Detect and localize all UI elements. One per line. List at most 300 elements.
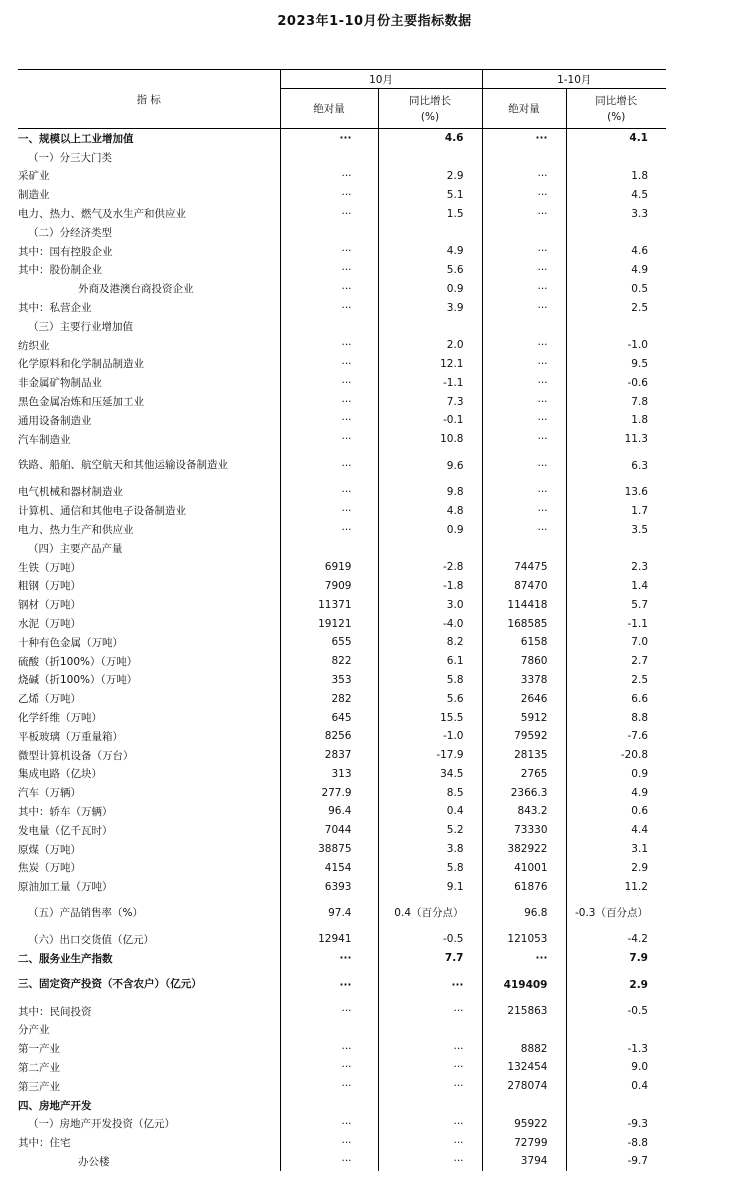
row-indicator-name: 平板玻璃（万重量箱） [18, 730, 123, 743]
row-month-abs: 96.4 [280, 802, 378, 821]
row-month-yoy [378, 539, 482, 558]
row-month-yoy: ··· [378, 1039, 482, 1058]
row-month-abs: ··· [280, 336, 378, 355]
row-ytd-yoy: 3.3 [566, 204, 666, 223]
row-ytd-abs: ··· [482, 167, 566, 186]
row-month-yoy [378, 1020, 482, 1039]
row-ytd-abs: ··· [482, 261, 566, 280]
row-month-yoy: 5.8 [378, 671, 482, 690]
row-ytd-yoy: 0.6 [566, 802, 666, 821]
row-month-abs: ··· [280, 1133, 378, 1152]
row-month-yoy: 0.4 [378, 802, 482, 821]
row-ytd-yoy: 7.9 [566, 949, 666, 968]
row-ytd-yoy: 4.6 [566, 242, 666, 261]
row-month-abs: ··· [280, 242, 378, 261]
row-ytd-yoy [566, 148, 666, 167]
row-ytd-abs: ··· [482, 411, 566, 430]
table-row [18, 558, 666, 577]
header-month-yoy [378, 89, 482, 129]
row-ytd-yoy: 4.1 [566, 129, 666, 148]
row-ytd-yoy [566, 539, 666, 558]
header-month-group: 10月 [280, 70, 482, 89]
row-indicator-name: 其中：轿车（万辆） [18, 805, 113, 818]
row-ytd-yoy: 5.7 [566, 595, 666, 614]
table-row [18, 520, 666, 539]
row-month-yoy: -1.1 [378, 373, 482, 392]
row-month-abs [280, 539, 378, 558]
table-row [18, 1020, 666, 1039]
row-ytd-abs: ··· [482, 336, 566, 355]
row-ytd-yoy: -1.1 [566, 614, 666, 633]
row-indicator-name: 汽车制造业 [18, 433, 71, 446]
row-ytd-abs: 121053 [482, 930, 566, 949]
table-row [18, 783, 666, 802]
row-ytd-abs: 7860 [482, 652, 566, 671]
row-indicator-name: 钢材（万吨） [18, 599, 81, 612]
header-month-yoy-label: 同比增长 [409, 94, 451, 107]
row-ytd-yoy: 2.9 [566, 858, 666, 877]
row-month-abs [280, 1096, 378, 1115]
row-month-yoy: 0.9 [378, 279, 482, 298]
table-row [18, 336, 666, 355]
header-ytd-yoy [566, 89, 666, 129]
row-ytd-yoy: -7.6 [566, 727, 666, 746]
row-indicator-name: 原煤（万吨） [18, 843, 81, 856]
row-ytd-yoy: 2.5 [566, 671, 666, 690]
header-indicator: 指 标 [18, 70, 280, 129]
row-month-abs: ··· [280, 501, 378, 520]
table-row [18, 185, 666, 204]
row-ytd-yoy [566, 223, 666, 242]
table-row [18, 1039, 666, 1058]
row-month-abs: ··· [280, 1077, 378, 1096]
row-ytd-yoy: -9.3 [566, 1114, 666, 1133]
row-ytd-yoy: 7.8 [566, 392, 666, 411]
row-ytd-abs: 74475 [482, 558, 566, 577]
row-ytd-yoy [566, 1096, 666, 1115]
row-ytd-yoy: 1.8 [566, 411, 666, 430]
table-row [18, 765, 666, 784]
row-ytd-yoy: 6.3 [566, 449, 666, 483]
row-month-yoy: 34.5 [378, 765, 482, 784]
row-month-yoy: 0.4（百分点） [378, 896, 482, 930]
row-ytd-abs: 419409 [482, 968, 566, 1002]
row-indicator-name: 计算机、通信和其他电子设备制造业 [18, 505, 186, 518]
row-month-abs: ··· [280, 185, 378, 204]
row-indicator-name: 集成电路（亿块） [18, 768, 102, 781]
row-indicator-name: （六）出口交货值（亿元） [28, 933, 154, 946]
row-month-yoy: 8.2 [378, 633, 482, 652]
row-month-abs: ··· [280, 373, 378, 392]
row-indicator-name: （五）产品销售率（%） [28, 906, 143, 919]
row-month-yoy: 4.6 [378, 129, 482, 148]
table-row [18, 223, 666, 242]
table-header [18, 70, 666, 129]
row-month-yoy: 8.5 [378, 783, 482, 802]
row-month-abs: ··· [280, 129, 378, 148]
table-row [18, 430, 666, 449]
row-month-yoy: ··· [378, 1133, 482, 1152]
row-indicator-name: 其中：私营企业 [18, 302, 92, 315]
row-month-abs: 645 [280, 708, 378, 727]
row-ytd-abs: ··· [482, 520, 566, 539]
table-row [18, 689, 666, 708]
row-month-abs: ··· [280, 298, 378, 317]
row-ytd-abs: 3378 [482, 671, 566, 690]
table-row [18, 373, 666, 392]
row-month-abs: 353 [280, 671, 378, 690]
row-indicator-name: 第三产业 [18, 1080, 60, 1093]
row-ytd-abs: 132454 [482, 1058, 566, 1077]
table-row [18, 708, 666, 727]
row-ytd-yoy: 2.9 [566, 968, 666, 1002]
row-ytd-abs: 6158 [482, 633, 566, 652]
row-ytd-yoy: 2.7 [566, 652, 666, 671]
header-ytd-abs-label: 绝对量 [508, 103, 540, 115]
row-month-abs: 11371 [280, 595, 378, 614]
row-indicator-name: 黑色金属冶炼和压延加工业 [18, 396, 144, 409]
table-row [18, 261, 666, 280]
table-row [18, 595, 666, 614]
row-ytd-yoy: 11.2 [566, 877, 666, 896]
row-month-yoy: ··· [378, 1114, 482, 1133]
row-month-yoy: 5.1 [378, 185, 482, 204]
row-month-yoy: 12.1 [378, 355, 482, 374]
row-ytd-abs: 61876 [482, 877, 566, 896]
row-ytd-yoy: 1.4 [566, 577, 666, 596]
row-ytd-abs: 278074 [482, 1077, 566, 1096]
row-indicator-name: 其中：股份制企业 [18, 264, 102, 277]
row-month-abs: ··· [280, 520, 378, 539]
row-month-abs: 4154 [280, 858, 378, 877]
row-ytd-yoy: 0.9 [566, 765, 666, 784]
row-ytd-yoy: 4.9 [566, 783, 666, 802]
row-ytd-yoy: 9.5 [566, 355, 666, 374]
row-ytd-yoy: 8.8 [566, 708, 666, 727]
table-row [18, 148, 666, 167]
row-month-yoy: ··· [378, 968, 482, 1002]
row-indicator-name: 纺织业 [18, 339, 50, 352]
row-ytd-abs: 382922 [482, 840, 566, 859]
table-row [18, 1152, 666, 1171]
row-indicator-name: 二、服务业生产指数 [18, 952, 113, 965]
row-ytd-abs: ··· [482, 185, 566, 204]
row-month-abs: ··· [280, 1002, 378, 1021]
row-ytd-abs: ··· [482, 242, 566, 261]
row-ytd-abs [482, 1020, 566, 1039]
row-ytd-abs: 87470 [482, 577, 566, 596]
row-month-abs: ··· [280, 1058, 378, 1077]
table-row [18, 746, 666, 765]
table-row [18, 298, 666, 317]
header-ytd-abs [482, 89, 566, 129]
row-indicator-name: 电力、热力生产和供应业 [18, 524, 134, 537]
row-indicator-name: 硫酸（折100%）（万吨） [18, 655, 138, 668]
row-ytd-abs: 2765 [482, 765, 566, 784]
row-month-yoy: 5.2 [378, 821, 482, 840]
row-indicator-name: 第一产业 [18, 1043, 60, 1056]
row-month-abs: 282 [280, 689, 378, 708]
row-month-yoy [378, 223, 482, 242]
row-ytd-abs: ··· [482, 949, 566, 968]
row-indicator-name: 采矿业 [18, 170, 50, 183]
row-ytd-abs: 96.8 [482, 896, 566, 930]
row-month-yoy: -2.8 [378, 558, 482, 577]
row-month-yoy: 5.6 [378, 261, 482, 280]
row-month-abs: ··· [280, 1039, 378, 1058]
table-row [18, 877, 666, 896]
row-indicator-name: 化学纤维（万吨） [18, 712, 102, 724]
row-indicator-name: 烧碱（折100%）（万吨） [18, 674, 138, 687]
header-ytd-yoy-label: 同比增长 [595, 94, 638, 107]
table-row [18, 727, 666, 746]
row-indicator-name: 一、规模以上工业增加值 [18, 132, 134, 145]
row-ytd-yoy: 0.4 [566, 1077, 666, 1096]
row-month-abs: 7044 [280, 821, 378, 840]
row-month-abs: ··· [280, 411, 378, 430]
row-indicator-name: 电力、热力、燃气及水生产和供应业 [18, 208, 186, 221]
row-indicator-name: 生铁（万吨） [18, 561, 81, 574]
row-ytd-abs: 41001 [482, 858, 566, 877]
table-row [18, 896, 666, 930]
row-indicator-name: 发电量（亿千瓦时） [18, 824, 113, 837]
row-ytd-abs: ··· [482, 392, 566, 411]
row-month-yoy: -4.0 [378, 614, 482, 633]
table-row [18, 949, 666, 968]
row-ytd-abs: 215863 [482, 1002, 566, 1021]
row-ytd-abs: ··· [482, 501, 566, 520]
row-month-yoy: ··· [378, 1077, 482, 1096]
row-month-yoy: 15.5 [378, 708, 482, 727]
row-indicator-name: 分产业 [18, 1024, 50, 1037]
row-month-yoy: 0.9 [378, 520, 482, 539]
row-ytd-yoy: -20.8 [566, 746, 666, 765]
page-title: 2023年1-10月份主要指标数据 [277, 14, 472, 29]
table-row [18, 355, 666, 374]
row-ytd-abs: 2646 [482, 689, 566, 708]
row-ytd-yoy: 1.8 [566, 167, 666, 186]
row-month-yoy: -0.5 [378, 930, 482, 949]
table-row [18, 392, 666, 411]
table-row [18, 858, 666, 877]
row-ytd-abs: ··· [482, 373, 566, 392]
indicator-table [18, 69, 666, 1171]
row-ytd-yoy: 6.6 [566, 689, 666, 708]
row-ytd-yoy: 3.1 [566, 840, 666, 859]
row-ytd-yoy: -9.7 [566, 1152, 666, 1171]
row-indicator-name: 非金属矿物制品业 [18, 377, 102, 390]
table-row [18, 633, 666, 652]
row-month-yoy: 4.9 [378, 242, 482, 261]
row-ytd-abs: 79592 [482, 727, 566, 746]
row-month-yoy: 1.5 [378, 204, 482, 223]
table-row [18, 930, 666, 949]
header-ytd-yoy-unit: (%) [607, 110, 626, 123]
row-month-yoy: -1.8 [378, 577, 482, 596]
table-row [18, 167, 666, 186]
row-month-abs: ··· [280, 483, 378, 502]
row-ytd-abs: 3794 [482, 1152, 566, 1171]
row-month-yoy: -0.1 [378, 411, 482, 430]
row-month-yoy: 5.6 [378, 689, 482, 708]
row-month-abs: ··· [280, 279, 378, 298]
table-row [18, 501, 666, 520]
row-indicator-name: 微型计算机设备（万台） [18, 749, 134, 762]
row-indicator-name: （三）主要行业增加值 [28, 320, 133, 333]
row-indicator-name: 水泥（万吨） [18, 618, 81, 631]
row-ytd-abs: 28135 [482, 746, 566, 765]
row-month-abs [280, 317, 378, 336]
row-month-yoy: -1.0 [378, 727, 482, 746]
row-ytd-yoy: 4.9 [566, 261, 666, 280]
header-month-abs [280, 89, 378, 129]
table-row [18, 242, 666, 261]
header-month-yoy-unit: (%) [420, 110, 440, 123]
row-ytd-abs: 8882 [482, 1039, 566, 1058]
row-indicator-name: 其中：国有控股企业 [18, 245, 113, 258]
row-ytd-abs [482, 1096, 566, 1115]
row-ytd-yoy: 2.3 [566, 558, 666, 577]
row-month-yoy [378, 317, 482, 336]
row-indicator-name: （二）分经济类型 [28, 226, 112, 239]
row-month-yoy: 9.8 [378, 483, 482, 502]
row-indicator-name: 汽车（万辆） [18, 787, 81, 800]
row-month-abs: 822 [280, 652, 378, 671]
row-ytd-yoy: 0.5 [566, 279, 666, 298]
table-row [18, 483, 666, 502]
row-month-abs: 19121 [280, 614, 378, 633]
row-indicator-name: 其中：民间投资 [18, 1005, 92, 1018]
row-month-abs: ··· [280, 968, 378, 1002]
table-row [18, 129, 666, 148]
table-row [18, 1114, 666, 1133]
row-month-abs: ··· [280, 392, 378, 411]
row-indicator-name: 其中：住宅 [18, 1137, 71, 1150]
row-month-abs [280, 148, 378, 167]
row-month-yoy: 3.0 [378, 595, 482, 614]
row-month-abs [280, 1020, 378, 1039]
row-ytd-yoy: -0.6 [566, 373, 666, 392]
row-month-yoy: ··· [378, 1152, 482, 1171]
row-month-abs: ··· [280, 449, 378, 483]
row-ytd-abs: ··· [482, 129, 566, 148]
table-row [18, 1058, 666, 1077]
row-indicator-name: 电气机械和器材制造业 [18, 486, 123, 499]
table-row [18, 614, 666, 633]
row-ytd-abs [482, 223, 566, 242]
row-ytd-yoy: 4.4 [566, 821, 666, 840]
row-month-abs: ··· [280, 167, 378, 186]
table-row [18, 449, 666, 483]
row-ytd-abs [482, 539, 566, 558]
row-month-yoy: 9.1 [378, 877, 482, 896]
row-ytd-abs: ··· [482, 430, 566, 449]
row-indicator-name: 十种有色金属（万吨） [18, 636, 123, 649]
row-month-abs: 655 [280, 633, 378, 652]
row-month-abs: ··· [280, 949, 378, 968]
table-row [18, 821, 666, 840]
row-month-yoy: 3.9 [378, 298, 482, 317]
row-ytd-yoy: -8.8 [566, 1133, 666, 1152]
row-ytd-abs: ··· [482, 483, 566, 502]
row-month-abs: 97.4 [280, 896, 378, 930]
table-row [18, 802, 666, 821]
table-row [18, 1002, 666, 1021]
row-month-yoy: 4.8 [378, 501, 482, 520]
row-month-yoy: 2.9 [378, 167, 482, 186]
row-indicator-name: 粗钢（万吨） [18, 580, 81, 593]
row-ytd-yoy: 3.5 [566, 520, 666, 539]
row-ytd-abs: 5912 [482, 708, 566, 727]
table-row [18, 968, 666, 1002]
table-row [18, 1096, 666, 1115]
row-ytd-yoy: -0.3（百分点） [566, 896, 666, 930]
row-indicator-name: 第二产业 [18, 1061, 60, 1074]
row-month-abs: 12941 [280, 930, 378, 949]
table-row [18, 411, 666, 430]
row-ytd-yoy: -0.5 [566, 1002, 666, 1021]
row-ytd-abs: ··· [482, 449, 566, 483]
row-indicator-name: 乙烯（万吨） [18, 693, 81, 706]
row-ytd-yoy [566, 1020, 666, 1039]
row-ytd-yoy: 2.5 [566, 298, 666, 317]
row-ytd-abs: 168585 [482, 614, 566, 633]
header-ytd-group: 1-10月 [482, 70, 666, 89]
row-ytd-abs: 73330 [482, 821, 566, 840]
row-ytd-abs: 114418 [482, 595, 566, 614]
row-month-yoy: ··· [378, 1058, 482, 1077]
row-indicator-name: 原油加工量（万吨） [18, 881, 113, 894]
row-ytd-abs [482, 148, 566, 167]
row-ytd-abs: ··· [482, 298, 566, 317]
row-month-abs [280, 223, 378, 242]
row-month-abs: ··· [280, 430, 378, 449]
row-indicator-name: 铁路、船舶、航空航天和其他运输设备制造业 [18, 459, 228, 472]
row-month-abs: 313 [280, 765, 378, 784]
row-month-yoy: 7.3 [378, 392, 482, 411]
row-month-yoy: 9.6 [378, 449, 482, 483]
row-month-abs: ··· [280, 261, 378, 280]
row-month-yoy [378, 148, 482, 167]
header-month-abs-label: 绝对量 [313, 103, 345, 115]
row-ytd-abs: ··· [482, 204, 566, 223]
row-ytd-yoy: -4.2 [566, 930, 666, 949]
row-ytd-abs: 95922 [482, 1114, 566, 1133]
table-row [18, 840, 666, 859]
row-ytd-yoy: 11.3 [566, 430, 666, 449]
table-row [18, 204, 666, 223]
row-month-abs: ··· [280, 355, 378, 374]
row-month-abs: 6919 [280, 558, 378, 577]
row-ytd-abs: 2366.3 [482, 783, 566, 802]
row-ytd-yoy: 9.0 [566, 1058, 666, 1077]
row-ytd-yoy: 13.6 [566, 483, 666, 502]
row-indicator-name: 通用设备制造业 [18, 414, 92, 427]
row-month-yoy: 10.8 [378, 430, 482, 449]
row-month-yoy: -17.9 [378, 746, 482, 765]
row-indicator-name: 四、房地产开发 [18, 1099, 92, 1112]
row-indicator-name: 化学原料和化学制品制造业 [18, 358, 144, 371]
table-row [18, 652, 666, 671]
row-month-abs: 277.9 [280, 783, 378, 802]
table-row [18, 539, 666, 558]
row-month-abs: 2837 [280, 746, 378, 765]
row-indicator-name: （一）分三大门类 [28, 151, 112, 164]
row-ytd-abs: 72799 [482, 1133, 566, 1152]
row-ytd-yoy: 7.0 [566, 633, 666, 652]
row-indicator-name: 办公楼 [78, 1155, 110, 1168]
row-month-yoy: 7.7 [378, 949, 482, 968]
